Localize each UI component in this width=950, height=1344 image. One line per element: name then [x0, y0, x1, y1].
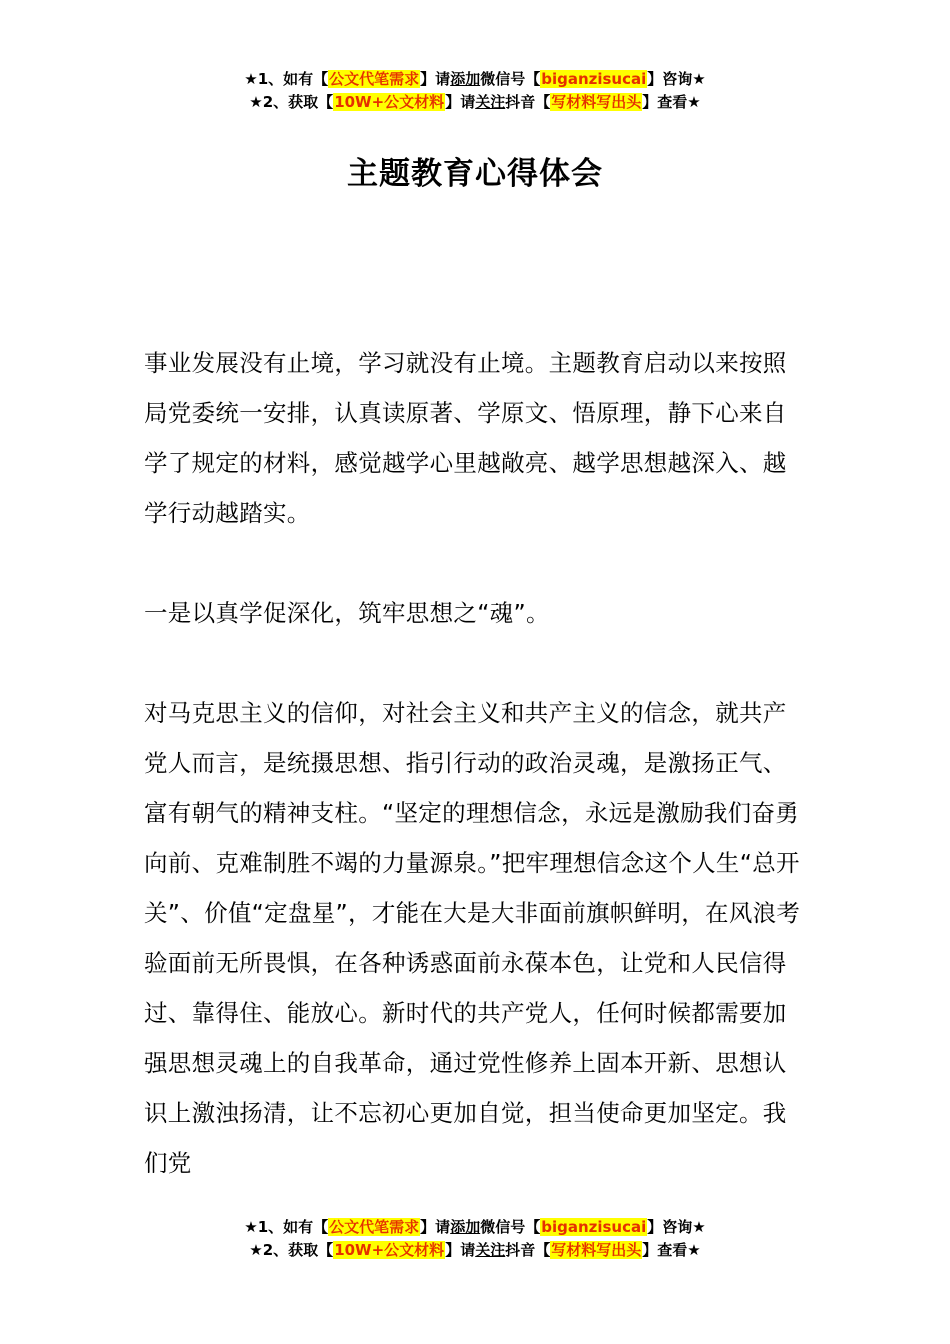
- banner-text: 】请: [445, 93, 476, 111]
- banner-text: 抖音【: [505, 93, 551, 111]
- banner-text: 】查看★: [642, 93, 701, 111]
- banner-line-1: [0, 1216, 950, 1239]
- page-title: 主题教育心得体会: [347, 156, 603, 192]
- header-banner: [0, 68, 950, 114]
- banner-text: 】咨询★: [647, 1218, 706, 1236]
- banner-text: ★1、如有【: [244, 1218, 329, 1236]
- banner-text: 】请: [420, 1218, 451, 1236]
- highlight-service: 公文代笔需求: [329, 1218, 420, 1236]
- banner-underlined: 关注: [475, 93, 506, 111]
- banner-text: ★2、获取【: [249, 1241, 334, 1259]
- banner-text: ★1、如有【: [244, 70, 329, 88]
- paragraph-text: 事业发展没有止境，学习就没有止境。主题教育启动以来按照局党委统一安排，认真读原著、学原文、悟原理，静下心来自学了规定的材料，感觉越学心里越敞亮、越学思想越深入、越学行动越踏实。: [144, 349, 787, 527]
- banner-line-2: [0, 1239, 950, 1262]
- paragraph-text: 一是以真学促深化，筑牢思想之“魂”。: [144, 599, 550, 627]
- paragraph-text: 对马克思主义的信仰，对社会主义和共产主义的信念，就共产党人而言，是统摄思想、指引行动的政治灵魂，是激扬正气、富有朝气的精神支柱。“坚定的理想信念，永远是激励我们奋勇向前、克难制胜不竭的力量源泉。”把牢理想信念这个人生“总开关”、价值“定盘星”，才能在大是大非面前旗帜鲜明，在风浪考验面前无所畏惧，在各种诱惑面前永葆本色，让党和人民信得过、靠得住、能放心。新时代的共产党人，任何时候都需要加强思想灵魂上的自我革命，通过党性修养上固本开新、思想认识上激浊扬清，让不忘初心更加自觉，担当使命更加坚定。我们党: [144, 699, 801, 1177]
- highlight-service: 公文代笔需求: [329, 70, 420, 88]
- highlight-materials: 10W+公文材料: [334, 1241, 445, 1259]
- highlight-wechat-id: biganzisucai: [541, 70, 647, 88]
- highlight-douyin-id: 写材料写出头: [551, 93, 642, 111]
- banner-line-1: [0, 68, 950, 91]
- banner-text: 】请: [445, 1241, 476, 1259]
- banner-underlined: 关注: [475, 1241, 506, 1259]
- highlight-douyin-id: 写材料写出头: [551, 1241, 642, 1259]
- banner-text: 微信号【: [480, 1218, 541, 1236]
- banner-text: 微信号【: [480, 70, 541, 88]
- banner-text: 】咨询★: [647, 70, 706, 88]
- banner-text: 】查看★: [642, 1241, 701, 1259]
- banner-underlined: 添加: [450, 70, 481, 88]
- banner-text: 】请: [420, 70, 451, 88]
- banner-text: ★2、获取【: [249, 93, 334, 111]
- banner-text: 抖音【: [505, 1241, 551, 1259]
- banner-line-2: [0, 91, 950, 114]
- paragraph-intro: [144, 338, 808, 538]
- footer-banner: [0, 1216, 950, 1262]
- paragraph-section-heading: [144, 588, 808, 638]
- highlight-wechat-id: biganzisucai: [541, 1218, 647, 1236]
- paragraph-body: [144, 688, 808, 1188]
- banner-underlined: 添加: [450, 1218, 481, 1236]
- highlight-materials: 10W+公文材料: [334, 93, 445, 111]
